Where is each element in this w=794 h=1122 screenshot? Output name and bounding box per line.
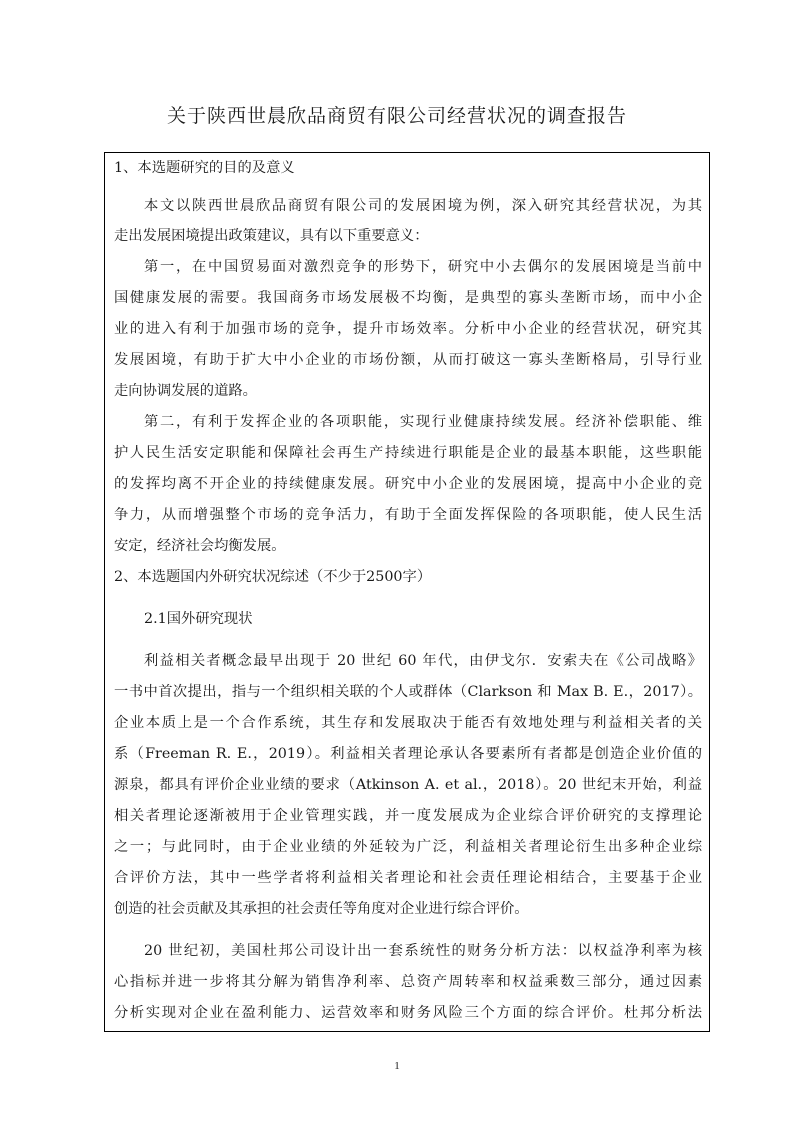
subsection-heading: 2.1国外研究现状 — [144, 611, 253, 627]
paragraph-line: 利益相关者概念最早出现于 20 世纪 60 年代，由伊戈尔．安索夫在《公司战略》 — [144, 653, 702, 669]
paragraph-line: 20 世纪初，美国杜邦公司设计出一套系统性的财务分析方法：以权益净利率为核 — [144, 943, 702, 959]
paragraph-line: 走出发展困境提出政策建议，具有以下重要意义： — [114, 228, 429, 244]
paragraph-line: 的发挥均离不开企业的持续健康发展。研究中小企业的发展困境，提高中小企业的竞 — [114, 476, 702, 492]
document-title: 关于陕西世晨欣品商贸有限公司经营状况的调查报告 — [166, 105, 627, 127]
paragraph-line: 第二，有利于发挥企业的各项职能，实现行业健康持续发展。经济补偿职能、维 — [144, 414, 702, 430]
paragraph-line: 第一，在中国贸易面对激烈竞争的形势下，研究中小去偶尔的发展困境是当前中 — [144, 259, 702, 275]
paragraph-line: 系（Freeman R. E.，2019）。利益相关者理论承认各要素所有者都是创造企业价值的 — [114, 746, 702, 762]
paragraph-line: 业的进入有利于加强市场的竞争，提升市场效率。分析中小企业的经营状况，研究其 — [114, 321, 702, 337]
paragraph-line: 一书中首次提出，指与一个组织相关联的个人或群体（Clarkson 和 Max B. E.，2017）。 — [114, 684, 702, 700]
paragraph-line: 发展困境，有助于扩大中小企业的市场份额，从而打破这一寡头垄断格局，引导行业 — [114, 352, 702, 368]
paragraph-line: 源泉，都具有评价企业业绩的要求（Atkinson A. et al.，2018）。20 世纪末开始，利益 — [114, 777, 702, 793]
paragraph-line: 分析实现对企业在盈利能力、运营效率和财务风险三个方面的综合评价。杜邦分析法 — [114, 1005, 702, 1021]
paragraph-line: 相关者理论逐渐被用于企业管理实践，并一度发展成为企业综合评价研究的支撑理论 — [114, 808, 702, 824]
paragraph-line: 护人民生活安定职能和保障社会再生产持续进行职能是企业的最基本职能，这些职能 — [114, 445, 702, 461]
paragraph-line: 合评价方法，其中一些学者将利益相关者理论和社会责任理论相结合，主要基于企业 — [114, 870, 702, 886]
report-table-cell — [104, 152, 710, 1032]
paragraph-line: 争力，从而增强整个市场的竞争活力，有助于全面发挥保险的各项职能，使人民生活 — [114, 507, 702, 523]
paragraph-line: 心指标并进一步将其分解为销售净利率、总资产周转率和权益乘数三部分，通过因素 — [114, 974, 702, 990]
paragraph-line: 安定，经济社会均衡发展。 — [114, 538, 286, 554]
paragraph-line: 国健康发展的需要。我国商务市场发展极不均衡，是典型的寡头垄断市场，而中小企 — [114, 290, 702, 306]
paragraph-line: 企业本质上是一个合作系统，其生存和发展取决于能否有效地处理与利益相关者的关 — [114, 715, 702, 731]
page-number: 1 — [394, 1060, 400, 1072]
section-heading-1: 1、本选题研究的目的及意义 — [114, 160, 295, 176]
paragraph-line: 走向协调发展的道路。 — [114, 383, 257, 399]
paragraph-line: 本文以陕西世晨欣品商贸有限公司的发展困境为例，深入研究其经营状况，为其 — [144, 198, 702, 214]
paragraph-line: 之一；与此同时，由于企业业绩的外延较为广泛，利益相关者理论衍生出多种企业综 — [114, 839, 702, 855]
paragraph-line: 创造的社会贡献及其承担的社会责任等角度对企业进行综合评价。 — [114, 901, 529, 917]
section-heading-2: 2、本选题国内外研究状况综述（不少于2500字） — [114, 569, 432, 585]
